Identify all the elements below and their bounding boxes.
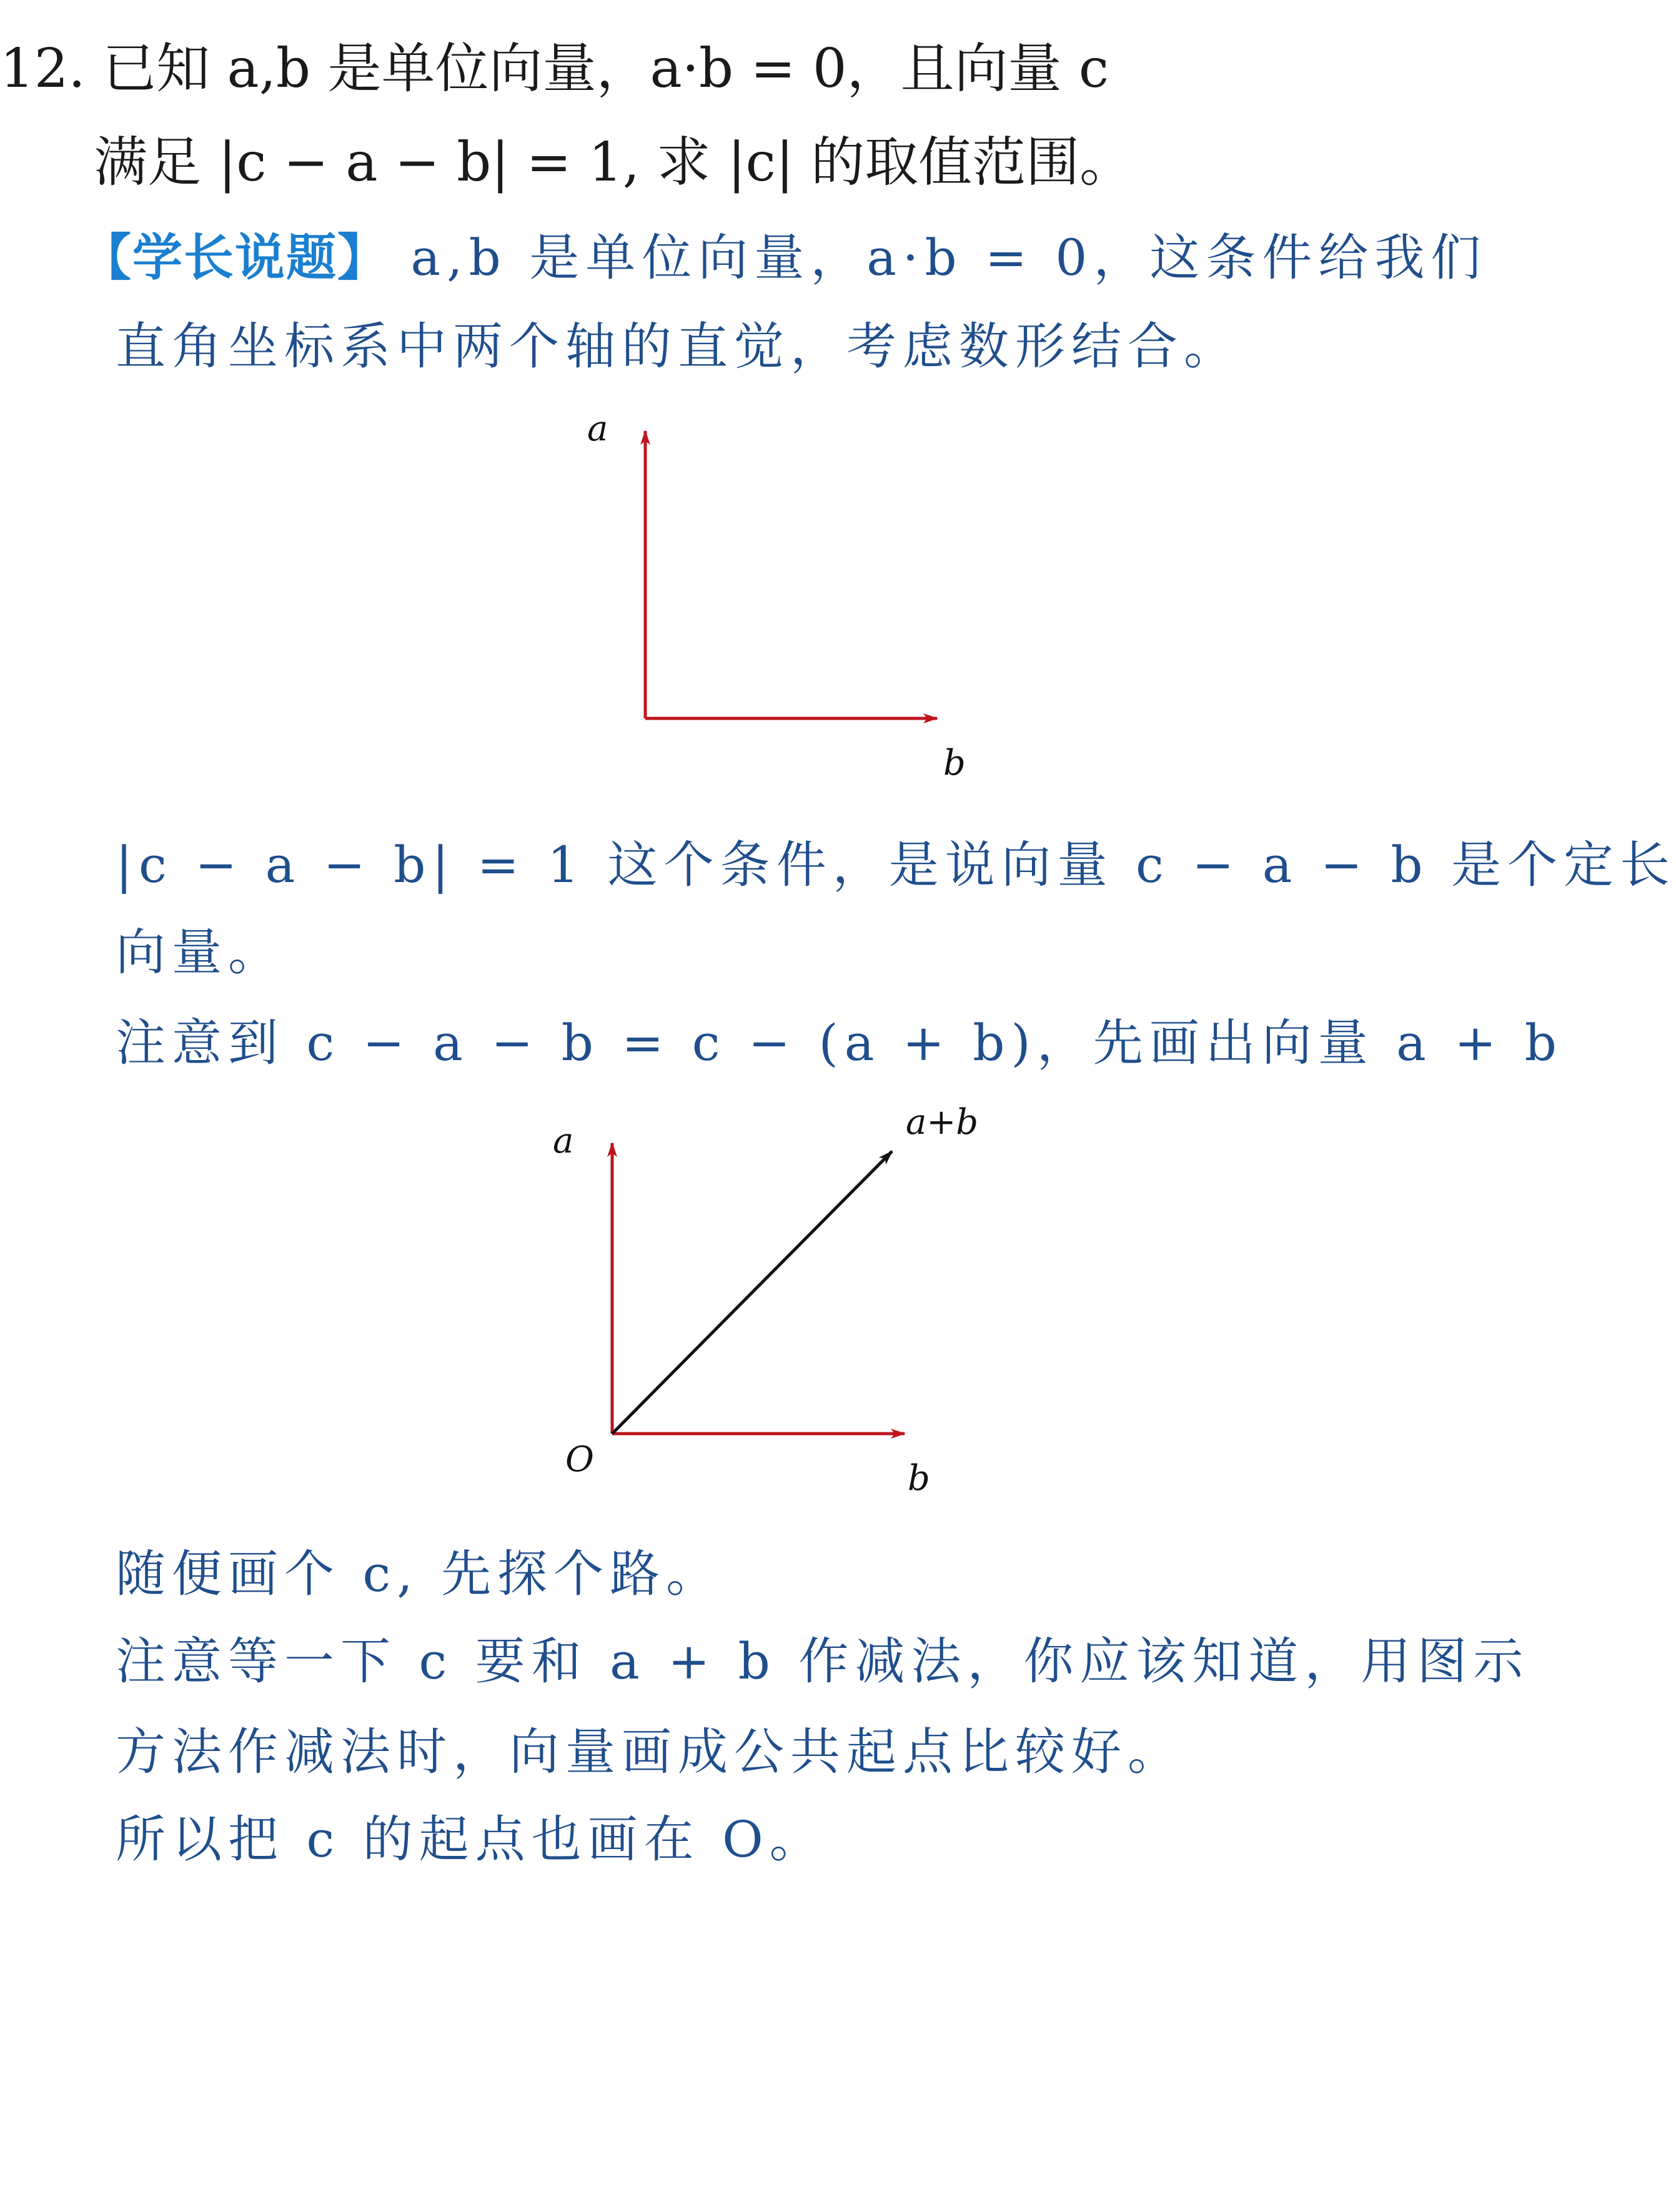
- explanation-text: a,b 是单位向量，a·b = 0，这条件给我们: [389, 229, 1487, 287]
- explanation-line-2: 直角坐标系中两个轴的直觉，考虑数形结合。: [116, 317, 1240, 375]
- label-a: a: [587, 409, 608, 449]
- explanation-tag: 【学长说题】: [81, 229, 389, 287]
- explanation-line-9: 所以把 c 的起点也画在 O。: [116, 1810, 826, 1868]
- explanation-line-5: 注意到 c − a − b = c − (a + b)，先画出向量 a + b: [116, 1014, 1563, 1072]
- explanation-line-7: 注意等一下 c 要和 a + b 作减法，你应该知道，用图示: [116, 1632, 1530, 1690]
- label-a-2: a: [553, 1121, 574, 1161]
- vector-a-plus-b: [612, 1151, 892, 1434]
- explanation-line-6: 随便画个 c, 先探个路。: [116, 1545, 723, 1603]
- label-b: b: [943, 743, 966, 783]
- label-b-2: b: [908, 1458, 930, 1499]
- question-line-2: 满足 |c − a − b| = 1, 求 |c| 的取值范围。: [94, 131, 1134, 194]
- explanation-line-3: |c − a − b| = 1 这个条件，是说向量 c − a − b 是个定长: [116, 836, 1676, 894]
- label-origin: O: [565, 1439, 594, 1480]
- label-a-plus-b: a+b: [906, 1102, 979, 1143]
- explanation-line-8: 方法作减法时，向量画成公共起点比较好。: [116, 1723, 1184, 1781]
- question-line-1: 12. 已知 a,b 是单位向量，a·b = 0，且向量 c: [0, 37, 1109, 100]
- explanation-line-4: 向量。: [116, 923, 284, 981]
- figure-axes: [0, 0, 1473, 812]
